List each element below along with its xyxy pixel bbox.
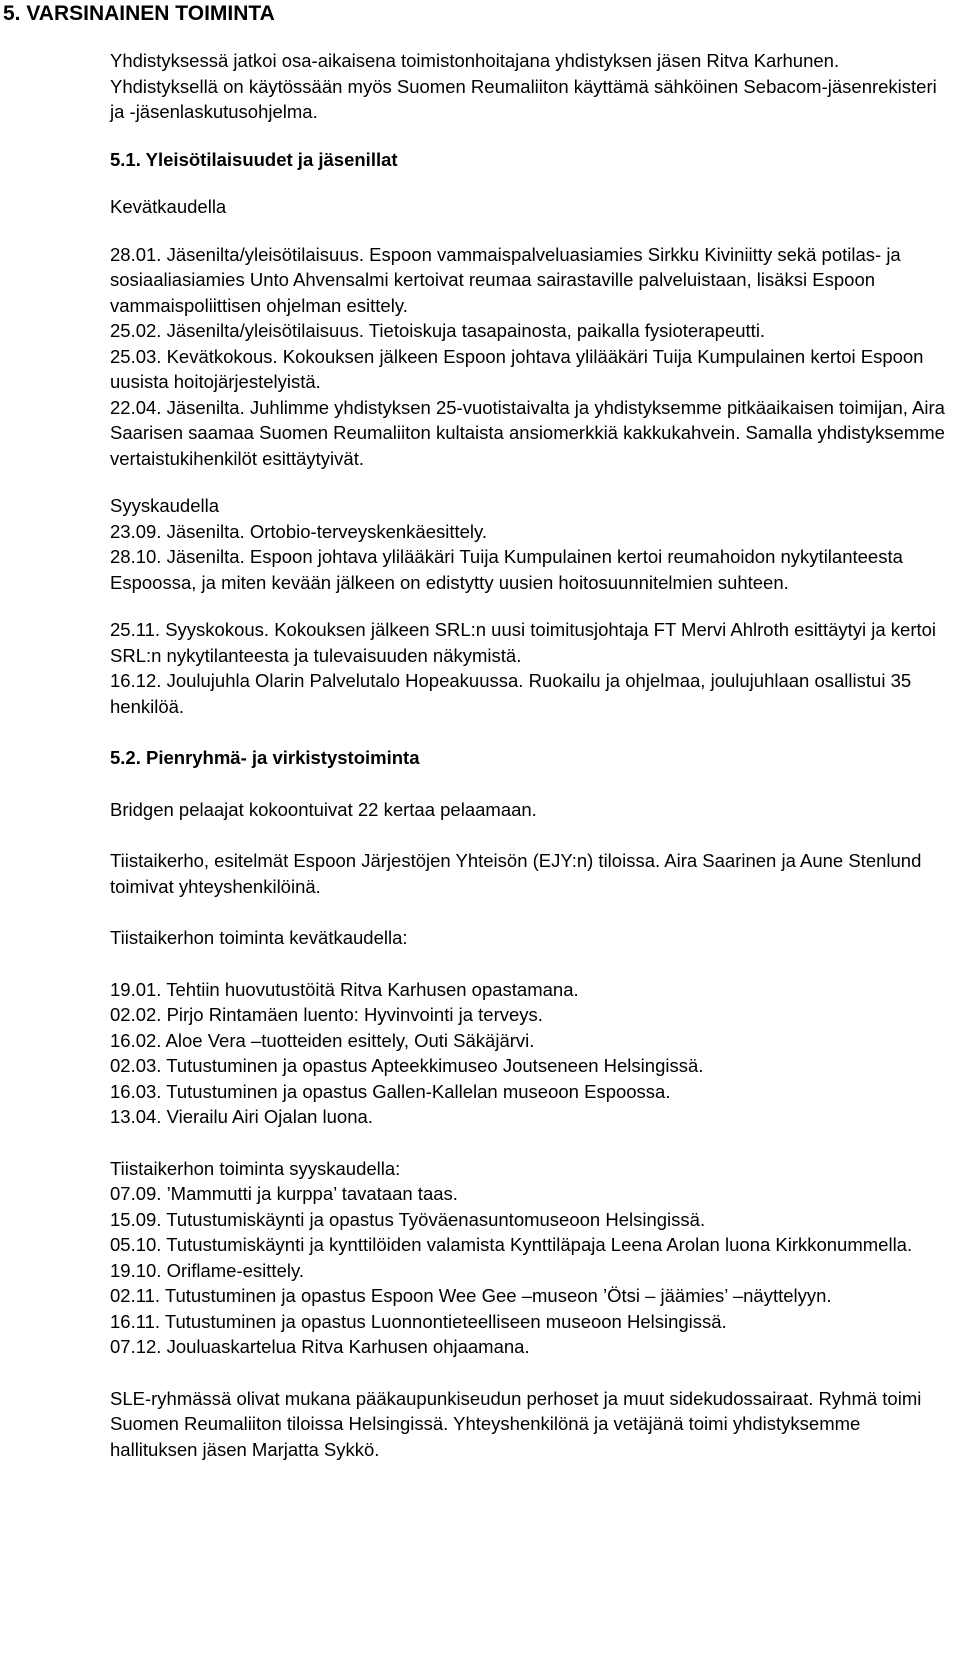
club-item: 07.12. Jouluaskartelua Ritva Karhusen ohjaamana. [110, 1336, 530, 1357]
autumn-label: Syyskaudella [110, 495, 220, 516]
subsection-title-5-2: 5.2. Pienryhmä- ja virkistystoiminta [110, 747, 420, 768]
event-item: 25.02. Jäsenilta/yleisötilaisuus. Tietoiskuja tasapainosta, paikalla fysioterapeutti. [110, 320, 766, 341]
club-spring-label: Tiistaikerhon toiminta kevätkaudella: [110, 927, 408, 948]
event-item: 28.01. Jäsenilta/yleisötilaisuus. Espoon vammaispalveluasiamies Sirkku Kiviniitty sekä potilas- ja sosiaaliasiamies Unto Ahvensalmi kertoivat reumaa sairastaville palveluistaan, lisäksi Espoon vammaispoliittisen ohjelman esittely. [110, 243, 901, 316]
intro-paragraph: Yhdistyksessä jatkoi osa-aikaisena toimistonhoitajana yhdistyksen jäsen Ritva Karhunen. Yhdistyksellä on käytössään myös Suomen Reumaliiton käyttämä sähköinen Sebacom-jäsenrekisteri ja -jäsenlaskutusohjelma. [110, 50, 937, 122]
club-autumn-label: Tiistaikerhon toiminta syyskaudella: [110, 1157, 401, 1179]
section-heading: 5. VARSINAINEN TOIMINTA [3, 2, 275, 25]
event-item: 25.03. Kevätkokous. Kokouksen jälkeen Espoon johtava ylilääkäri Tuija Kumpulainen kertoi Espoon uusista hoitojärjestelyistä. [110, 345, 924, 392]
club-item: 16.11. Tutustuminen ja opastus Luonnontieteelliseen museoon Helsingissä. [110, 1310, 727, 1332]
club-item: 16.02. Aloe Vera –tuotteiden esittely, Outi Säkäjärvi. [110, 1029, 535, 1051]
club-item: 02.11. Tutustuminen ja opastus Espoon Wee Gee –museon ’Ötsi – jäämies’ –näyttelyyn. [110, 1285, 832, 1306]
club-item: 19.10. Oriflame-esittely. [110, 1259, 304, 1281]
club-item: 05.10. Tutustumiskäynti ja kynttilöiden valamista Kynttiläpaja Leena Arolan luona Kirkkonummella. [110, 1234, 913, 1255]
bridge-paragraph: Bridgen pelaajat kokoontuivat 22 kertaa pelaamaan. [110, 798, 537, 820]
club-item: 16.03. Tutustuminen ja opastus Gallen-Kallelan museoon Espoossa. [110, 1080, 671, 1102]
spring-label: Kevätkaudella [110, 196, 227, 217]
event-item: 25.11. Syyskokous. Kokouksen jälkeen SRL:n uusi toimitusjohtaja FT Mervi Ahlroth esittäytyi ja kertoi SRL:n nykytilanteesta ja tulevaisuuden näkymistä. [110, 619, 937, 666]
event-item: 22.04. Jäsenilta. Juhlimme yhdistyksen 25-vuotistaivalta ja yhdistyksemme pitkäaikaisen toimijan, Aira Saarisen saamaa Suomen Reumaliiton kultaista ansiomerkkiä kakkukahvein. Samalla yhdistyksemme vertaistukihenkilöt esittäytyivät. [110, 396, 945, 469]
tiistaikerho-paragraph: Tiistaikerho, esitelmät Espoon Järjestöjen Yhteisön (EJY:n) tiloissa. Aira Saarinen ja Aune Stenlund toimivat yhteyshenkilöinä. [110, 850, 922, 897]
club-item: 02.03. Tutustuminen ja opastus Apteekkimuseo Joutseneen Helsingissä. [110, 1055, 704, 1076]
club-item: 15.09. Tutustumiskäynti ja opastus Työväenasuntomuseoon Helsingissä. [110, 1208, 706, 1230]
event-item: 23.09. Jäsenilta. Ortobio-terveyskenkäesittely. [110, 520, 488, 542]
event-item: 28.10. Jäsenilta. Espoon johtava ylilääkäri Tuija Kumpulainen kertoi reumahoidon nykytilanteesta Espoossa, ja miten kevään jälkeen on edistytty uusien hoitosuunnitelmien suhteen. [110, 546, 903, 593]
subsection-title-5-1: 5.1. Yleisötilaisuudet ja jäsenillat [110, 148, 398, 170]
club-item: 13.04. Vierailu Airi Ojalan luona. [110, 1106, 373, 1127]
club-item: 19.01. Tehtiin huovutustöitä Ritva Karhusen opastamana. [110, 978, 579, 1000]
club-item: 07.09. ’Mammutti ja kurppa’ tavataan taas. [110, 1183, 458, 1204]
document-body [110, 48, 950, 1462]
event-item: 16.12. Joulujuhla Olarin Palvelutalo Hopeakuussa. Ruokailu ja ohjelmaa, joulujuhlaan osallistui 35 henkilöä. [110, 670, 912, 717]
club-item: 02.02. Pirjo Rintamäen luento: Hyvinvointi ja terveys. [110, 1004, 543, 1025]
sle-paragraph: SLE-ryhmässä olivat mukana pääkaupunkiseudun perhoset ja muut sidekudossairaat. Ryhmä toimi Suomen Reumaliiton tiloissa Helsingissä. Yhteyshenkilönä ja vetäjänä toimi yhdistyksemme hallituksen jäsen Marjatta Sykkö. [110, 1387, 922, 1460]
